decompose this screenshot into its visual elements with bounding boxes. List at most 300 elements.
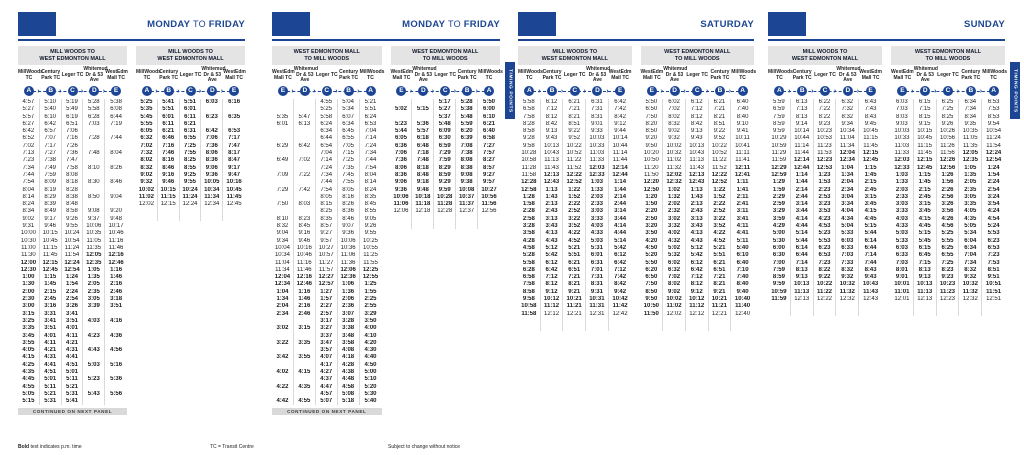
timetable-row (272, 311, 382, 318)
panel-body (18, 46, 245, 415)
timetable-row (272, 252, 382, 259)
time-cell: 8:31 (586, 114, 609, 121)
time-cell: 12:32 (836, 296, 859, 303)
time-cell (105, 398, 127, 405)
time-cell: 8:25 (937, 114, 960, 121)
time-cell: 2:15 (914, 187, 937, 194)
time-cell: 1:14 (791, 172, 814, 179)
stop-name (982, 67, 1008, 84)
timetable-row (272, 376, 382, 383)
time-cell: 10:45 (914, 135, 937, 142)
stop-name-line: Park TC (339, 74, 359, 81)
time-cell: 7:19 (110, 120, 122, 127)
time-cell: 4:47 (316, 384, 338, 391)
timetable-row (391, 99, 501, 106)
time-cell: 2:52 (563, 208, 586, 215)
time-cell: 8:19 (40, 187, 62, 194)
time-cell: 8:06 (201, 150, 223, 157)
time-cell: 10:45 (226, 186, 242, 193)
time-cell: 10:43 (541, 150, 564, 157)
time-cell: 1:57 (316, 296, 338, 303)
time-cell: 5:03 (83, 362, 105, 369)
time-cell: 5:36 (110, 376, 123, 383)
time-cell: 11:24 (180, 194, 202, 201)
stop-letter-circle: B (164, 86, 174, 96)
time-cell: 6:12 (541, 260, 564, 267)
time-cell: 11:45 (40, 252, 62, 259)
time-cell (272, 376, 294, 383)
timetable-row (18, 223, 127, 230)
time-cell: 10:34 (272, 252, 294, 259)
time-cell: 10:46 (294, 252, 316, 259)
time-cell: 3:51 (40, 325, 62, 332)
empty-cell (982, 303, 1005, 316)
time-cell (294, 318, 316, 325)
time-cell: 3:43 (541, 223, 564, 230)
time-cell: 11:52 (563, 165, 586, 172)
stop-name-line: Mall TC (611, 74, 629, 81)
stop-name-line: Century (542, 68, 562, 75)
timetable-title-line: WEST EDMONTON MALL (39, 55, 106, 62)
time-cell: 5:17 (434, 99, 456, 106)
time-cell: 1:56 (937, 179, 960, 186)
stop-name-line: Whitemud (83, 66, 108, 73)
time-cell: 2:36 (338, 303, 360, 310)
time-cell: 8:53 (987, 113, 1000, 120)
time-cell: 3:07 (338, 311, 360, 318)
time-cell: 5:20 (641, 252, 664, 259)
time-cell: 4:56 (937, 223, 960, 230)
time-cell: 10:34 (201, 187, 223, 194)
time-cell: 5:10 (364, 376, 377, 383)
timetable-row (272, 362, 382, 369)
stop-letter-circle: E (897, 86, 907, 96)
timetable-row (18, 99, 127, 106)
panel-sunday (768, 12, 1008, 316)
time-cell: 6:16 (228, 99, 241, 105)
stop-name-line: Whitemud (663, 66, 688, 73)
stop-name-line: Century (457, 68, 477, 75)
time-cell: 6:34 (338, 121, 360, 128)
time-cell (272, 318, 294, 325)
time-cell: 10:53 (814, 135, 837, 142)
stop-name-line: TC (485, 74, 493, 81)
time-cell: 1:45 (40, 281, 62, 288)
time-cell: 6:42 (18, 128, 40, 135)
time-cell: 6:29 (272, 143, 294, 150)
time-cell: 3:13 (686, 216, 709, 223)
time-cell: 9:32 (836, 274, 859, 281)
chevron-right-icon: › (198, 87, 202, 95)
timetable-row (272, 230, 382, 237)
stop-name (456, 67, 478, 84)
time-cell: 12:03 (891, 157, 914, 164)
time-cell: 8:34 (959, 114, 982, 121)
time-cell: 6:11 (158, 121, 180, 128)
time-cell: 10:22 (563, 143, 586, 150)
route-number-badge (518, 12, 556, 36)
time-cell: 6:21 (158, 128, 180, 135)
time-cell: 12:13 (686, 172, 709, 179)
day-of-service-label: SUNDAY (963, 18, 1005, 30)
chevron-right-icon: › (538, 87, 541, 95)
time-cell: 8:02 (663, 281, 686, 288)
time-cell: 1:43 (541, 194, 564, 201)
time-cell: 8:50 (641, 128, 664, 135)
stop-name-line: Dr & 53 Ave (85, 71, 104, 84)
timetable-row (891, 106, 1005, 113)
time-cell: 8:31 (586, 281, 609, 288)
time-cell: 9:32 (136, 179, 158, 186)
timetable-row (768, 223, 882, 230)
timetable-row (891, 223, 1005, 230)
time-cell: 7:34 (959, 106, 982, 113)
time-cell: 9:01 (586, 121, 609, 128)
time-cell: 4:35 (959, 216, 982, 223)
time-cell: 11:29 (768, 150, 791, 157)
stop-name-line: Century (339, 68, 359, 75)
time-cell: 11:44 (612, 157, 628, 164)
timetable-row (272, 187, 382, 194)
chevron-right-icon: › (475, 87, 478, 95)
time-cell: 11:32 (836, 289, 859, 296)
time-cell: 1:35 (959, 172, 982, 179)
timetable-row (136, 179, 245, 186)
stop-name-line: WestEdm (859, 68, 882, 75)
empty-cell (518, 318, 541, 331)
time-cell: 10:41 (735, 142, 751, 149)
time-cell: 8:48 (62, 201, 84, 208)
time-cell: 9:31 (18, 223, 40, 230)
time-cell: 7:49 (40, 165, 62, 172)
time-cell: 4:52 (709, 238, 732, 245)
time-cell: 9:55 (364, 230, 377, 237)
timetable-row (518, 135, 632, 142)
time-cell: 5:05 (18, 391, 40, 398)
time-cell: 4:05 (959, 208, 982, 215)
stop-header-row (768, 67, 882, 84)
time-cell: 10:33 (891, 135, 914, 142)
timetable-row (518, 230, 632, 237)
time-cell: 9:12 (541, 289, 564, 296)
timetable-row (136, 165, 245, 172)
time-cell: 2:03 (891, 187, 914, 194)
time-cell: 7:54 (18, 179, 40, 186)
time-cell: 12:53 (814, 165, 837, 172)
time-cell: 9:58 (518, 143, 541, 150)
timetable-row (518, 143, 632, 150)
stop-letter-row (391, 85, 501, 97)
time-cell: 9:41 (736, 128, 749, 135)
time-cell: 2:59 (768, 201, 791, 208)
time-cell: 10:43 (686, 150, 709, 157)
time-cell (272, 347, 294, 354)
time-cell: 7:42 (614, 274, 627, 281)
time-cell: 11:43 (541, 165, 564, 172)
time-cell: 11:03 (586, 150, 609, 157)
time-cell: 4:50 (641, 245, 664, 252)
timetable-row (272, 384, 382, 391)
time-cell: 3:32 (663, 223, 686, 230)
time-cell: 9:50 (641, 143, 664, 150)
time-cell: 7:48 (83, 150, 105, 157)
time-cell: 12:44 (612, 171, 628, 178)
time-cell: 6:00 (768, 245, 791, 252)
chevron-right-icon: › (833, 87, 837, 95)
time-cell: 9:06 (391, 179, 413, 186)
time-cell: 6:59 (768, 106, 791, 113)
timetable-row (18, 172, 127, 179)
time-cell: 7:10 (736, 266, 749, 273)
timetable (518, 46, 632, 331)
time-cell: 9:21 (563, 289, 586, 296)
time-cell: 9:13 (541, 128, 564, 135)
time-cell: 4:55 (294, 398, 316, 405)
time-cell: 6:50 (641, 106, 664, 113)
timetable-row (641, 260, 755, 267)
time-cell: 3:51 (62, 318, 84, 325)
time-cell: 3:24 (987, 193, 1000, 200)
time-cell: 12:14 (612, 164, 628, 171)
timetable-title-line: WEST EDMONTON MALL (791, 55, 859, 62)
timetable-row (891, 238, 1005, 245)
time-cell: 10:27 (481, 186, 497, 193)
time-cell: 1:36 (338, 289, 360, 296)
time-cell: 10:35 (83, 230, 105, 237)
time-cell: 12:06 (338, 267, 360, 274)
time-cell: 8:35 (316, 216, 338, 223)
time-cell: 5:30 (364, 390, 377, 397)
time-cell: 3:28 (338, 318, 360, 325)
time-cell: 2:57 (316, 311, 338, 318)
time-cell: 7:32 (136, 150, 158, 157)
timetable (641, 46, 755, 331)
stop-name (136, 67, 161, 84)
time-cell: 5:21 (563, 245, 586, 252)
timetable-row (272, 216, 382, 223)
time-cell: 11:23 (814, 143, 837, 150)
time-cell: 11:25 (363, 252, 378, 259)
stop-name (563, 67, 586, 84)
time-cell: 11:43 (686, 165, 709, 172)
stop-name-line: TC (739, 74, 746, 81)
time-cell: 3:39 (83, 303, 105, 310)
time-cell: 6:58 (483, 135, 496, 142)
timetable-row (272, 121, 382, 128)
time-cell: 4:14 (614, 223, 627, 230)
timetable-title-line: WEST EDMONTON MALL (914, 49, 982, 55)
stop-name-line: MillWoods (136, 68, 161, 75)
time-cell: 8:32 (959, 267, 982, 274)
time-cell: 3:50 (364, 317, 377, 324)
timetable-row (272, 201, 382, 208)
time-cell: 6:58 (518, 274, 541, 281)
time-cell: 7:02 (294, 157, 316, 164)
time-cell: 10:27 (316, 245, 338, 252)
time-cell: 12:43 (686, 179, 709, 186)
chevron-right-icon: › (683, 87, 686, 95)
chevron-right-icon: › (934, 87, 937, 95)
time-cell: 8:51 (563, 121, 586, 128)
time-cell: 6:21 (563, 99, 586, 106)
time-cell: 4:08 (338, 347, 360, 354)
time-cell: 3:52 (709, 223, 732, 230)
empty-cell (563, 318, 586, 331)
time-cell: 10:13 (686, 143, 709, 150)
time-cell: 4:02 (663, 230, 686, 237)
time-cell: 11:59 (768, 296, 791, 303)
timetable-row (641, 128, 755, 135)
time-cell: 6:45 (914, 252, 937, 259)
time-cell: 11:28 (518, 165, 541, 172)
chevron-right-icon: › (37, 87, 40, 95)
time-cell: 5:25 (937, 230, 960, 237)
timetable-row (18, 296, 127, 303)
time-cell: 7:59 (40, 172, 62, 179)
time-cell: 9:36 (201, 172, 223, 179)
time-cell: 6:12 (614, 252, 627, 259)
time-cell: 1:13 (686, 187, 709, 194)
stop-name-line: Park TC (41, 74, 61, 81)
stop-name-line: Park TC (710, 74, 730, 81)
timetable-row (768, 99, 882, 106)
time-cell: 3:58 (338, 340, 360, 347)
time-cell: 5:08 (338, 391, 360, 398)
timetable-row (18, 384, 127, 391)
time-cell: 6:30 (434, 135, 456, 142)
time-cell: 6:31 (586, 99, 609, 106)
time-cell: 1:41 (736, 186, 749, 193)
time-cell: 7:47 (62, 157, 84, 164)
chevron-right-icon: › (979, 87, 983, 95)
time-cell: 11:12 (686, 303, 709, 310)
time-cell: 7:43 (864, 106, 877, 113)
panel-monday-friday-wem-to-millwoods (272, 12, 503, 415)
time-cell: 9:43 (864, 274, 877, 281)
time-cell: 4:53 (814, 223, 837, 230)
stop-name (937, 67, 960, 84)
time-cell: 7:44 (316, 179, 338, 186)
time-cell: 8:59 (768, 121, 791, 128)
time-cell: 5:34 (959, 230, 982, 237)
empty-cell (791, 303, 814, 316)
time-cell: 7:44 (364, 157, 377, 164)
time-cell: 4:11 (62, 333, 84, 340)
time-cell: 3:14 (791, 201, 814, 208)
timetable-row (136, 143, 245, 150)
time-cell: 9:37 (83, 216, 105, 223)
chevron-right-icon: › (155, 87, 158, 95)
time-cell: 6:15 (914, 99, 937, 106)
time-cell: 3:26 (62, 303, 84, 310)
time-cell: 7:22 (294, 172, 316, 179)
time-cell: 6:08 (110, 106, 122, 113)
stop-letter-circle: B (715, 86, 725, 96)
time-cell: 7:21 (709, 274, 732, 281)
time-cell: 2:11 (736, 193, 749, 200)
time-cell: 5:42 (686, 252, 709, 259)
time-cell: 8:22 (814, 267, 837, 274)
time-cell: 12:30 (18, 267, 40, 274)
time-cell: 10:32 (663, 150, 686, 157)
time-cell: 1:24 (62, 274, 84, 281)
time-cell: 8:02 (136, 157, 158, 164)
stop-letter-circle: D (670, 86, 680, 96)
timetable-title (891, 46, 1005, 65)
time-cell (272, 391, 294, 398)
time-cell: 4:43 (541, 238, 564, 245)
time-cell: 5:50 (641, 99, 664, 106)
timetable-row (136, 99, 245, 106)
time-cell: 10:23 (814, 128, 837, 135)
timetable-row (518, 245, 632, 252)
chevron-right-icon: › (357, 87, 360, 95)
time-cell: 1:34 (272, 296, 294, 303)
stop-name (62, 67, 84, 84)
time-cell: 5:33 (891, 238, 914, 245)
time-cell: 12:06 (391, 208, 413, 215)
time-cell: 11:02 (663, 303, 686, 310)
time-cell (391, 114, 413, 121)
time-cell: 10:14 (791, 128, 814, 135)
time-cell: 11:21 (563, 303, 586, 310)
time-cell: 8:08 (456, 157, 478, 164)
time-cell: 3:37 (316, 333, 338, 340)
timetable-row (18, 362, 127, 369)
timetable-row (768, 230, 882, 237)
time-cell: 6:14 (864, 237, 877, 244)
time-cell: 5:33 (836, 230, 859, 237)
time-cell: 10:24 (62, 230, 84, 237)
time-cell: 1:03 (891, 172, 914, 179)
timetable-row (768, 281, 882, 288)
empty-cell (541, 318, 564, 331)
time-cell (83, 354, 105, 361)
time-cell: 12:03 (586, 165, 609, 172)
time-cell: 4:56 (110, 347, 123, 354)
time-cell: 6:46 (158, 135, 180, 142)
time-cell: 8:17 (228, 150, 241, 157)
stop-name-line: Whitemud (293, 66, 319, 73)
time-cell: 3:03 (586, 208, 609, 215)
panel-header (18, 12, 245, 41)
time-cell: 1:15 (40, 274, 62, 281)
timetable-row (518, 172, 632, 179)
time-cell: 6:43 (864, 99, 877, 105)
timetable-row (136, 187, 245, 194)
time-cell: 7:03 (836, 252, 859, 259)
time-cell: 4:35 (18, 369, 40, 376)
time-cell (272, 208, 294, 215)
timetable-row (518, 194, 632, 201)
stop-header-row (891, 66, 1008, 84)
time-cell: 7:27 (40, 150, 62, 157)
time-cell: 5:31 (40, 398, 62, 405)
time-cell: 4:34 (836, 216, 859, 223)
time-cell: 3:25 (18, 318, 40, 325)
time-cell: 1:46 (294, 296, 316, 303)
time-cell: 10:56 (481, 193, 497, 200)
time-cell: 7:05 (338, 143, 360, 150)
time-cell: 7:36 (201, 143, 223, 150)
time-cell: 7:40 (736, 274, 749, 281)
time-cell: 2:14 (791, 187, 814, 194)
timetable-row (18, 252, 127, 259)
time-cell: 8:32 (836, 114, 859, 121)
stop-letter-row (768, 85, 882, 97)
route-number-badge (768, 12, 806, 36)
stop-letter-circle: A (738, 86, 748, 96)
